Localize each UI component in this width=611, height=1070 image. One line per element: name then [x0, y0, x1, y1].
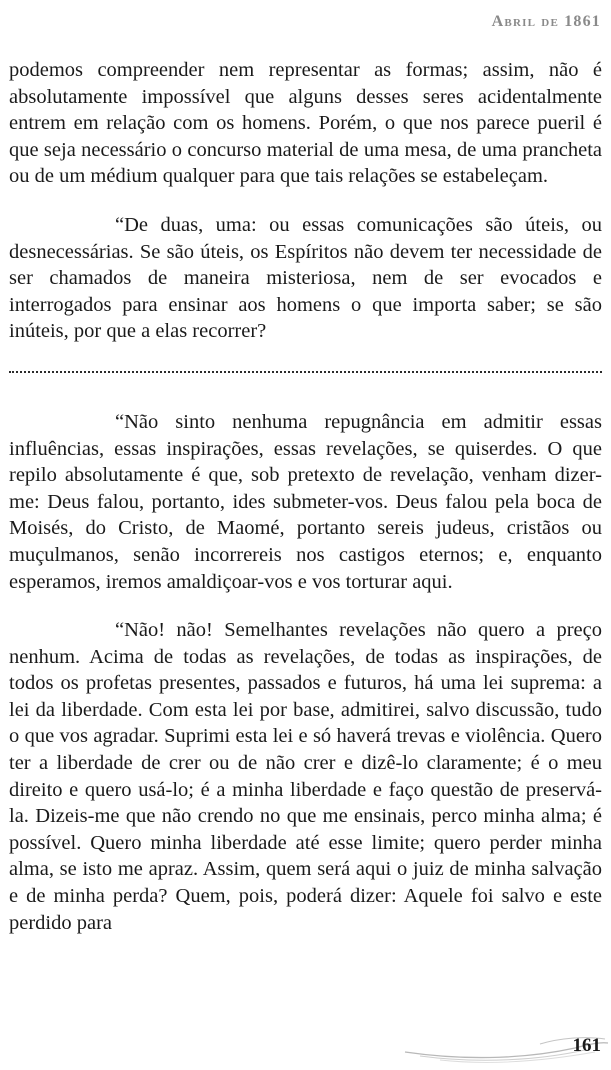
- ellipsis-divider: [9, 345, 602, 409]
- running-head: Abril de 1861: [491, 13, 601, 30]
- paragraph-3: “Não sinto nenhuma repugnância em admitir essas influências, essas inspirações, essas revelações, se quiserdes. O que repilo absolutamente é que, sob pretexto de revelação, venham dizer-me: Deus falou, portanto, ides submeter-vos. Deus falou pela boca de Moisés, do Cristo, de Maomé, portanto sereis judeus, cristãos ou muçulmanos, senão incorrereis nos castigos eternos; e, enquanto esperamos, iremos amaldiçoar-vos e vos torturar aqui.: [9, 410, 602, 593]
- body-text: [9, 57, 602, 936]
- page-number: 161: [572, 1035, 601, 1056]
- paragraph-2: “De duas, uma: ou essas comunicações são úteis, ou desnecessárias. Se são úteis, os Espíritos não devem ter necessidade de ser chamados de maneira misteriosa, nem de ser evocados e interrogados para ensinar aos homens o que importa saber; se são inúteis, por que a elas recorrer?: [9, 213, 602, 343]
- paragraph-4: “Não! não! Semelhantes revelações não quero a preço nenhum. Acima de todas as revelações, de todas as inspirações, de todos os profetas presentes, passados e futuros, há uma lei suprema: a lei da liberdade. Com esta lei por base, admitirei, salvo discussão, tudo o que vos agradar. Suprimi esta lei e só haverá trevas e violência. Quero ter a liberdade de crer ou de não crer e dizê-lo claramente; é o meu direito e quero usá-lo; é a minha liberdade e faço questão de preservá-la. Dizeis-me que não crendo no que me ensinais, perco minha alma; é possível. Quero minha liberdade até esse limite; quero perder minha alma, se isto me apraz. Assim, quem será aqui o juiz de minha salvação e de minha perda? Quem, pois, poderá dizer: Aquele foi salvo e este perdido para: [9, 619, 602, 934]
- paragraph-1: podemos compreender nem representar as formas; assim, não é absolutamente impossível que alguns desses seres acidentalmente entrem em relação com os homens. Porém, o que nos parece pueril é que seja necessário o concurso material de uma mesa, de uma prancheta ou de um médium qualquer para que tais relações se estabeleçam.: [9, 59, 602, 188]
